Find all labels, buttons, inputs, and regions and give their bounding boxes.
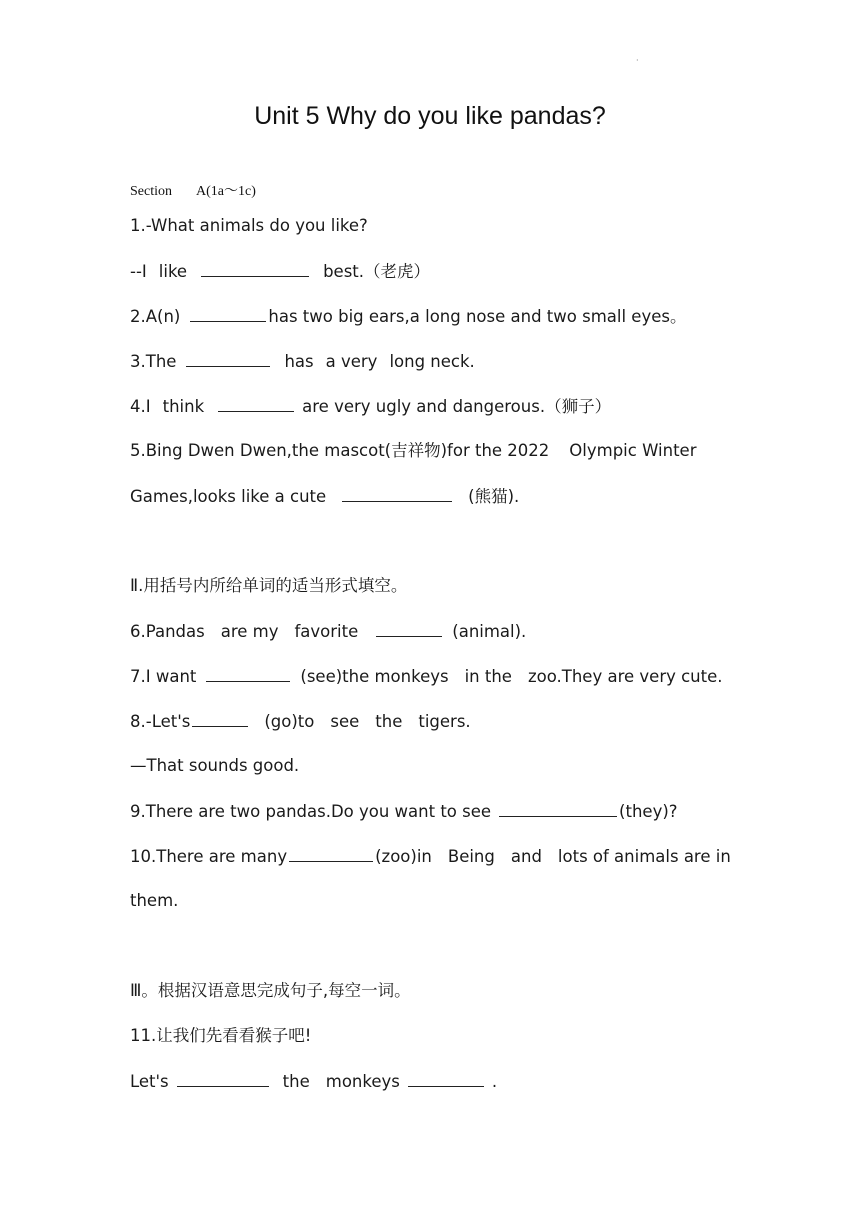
answer-blank[interactable] xyxy=(342,485,452,502)
question-1-answer xyxy=(130,260,430,283)
question-text: 1.-What animals do you like? xyxy=(130,216,368,235)
page-title: Unit 5 Why do you like pandas? xyxy=(254,102,606,130)
section-label xyxy=(130,180,256,200)
section-word: Section xyxy=(130,184,172,199)
question-10-line-2 xyxy=(130,890,178,912)
question-11-answer xyxy=(130,1070,497,1093)
question-9 xyxy=(130,800,678,823)
text: 3.The xyxy=(130,352,177,371)
text: the xyxy=(375,712,403,731)
answer-blank[interactable] xyxy=(376,620,442,637)
text: zoo.They are very cute. xyxy=(527,667,723,686)
text: Ⅲ。根据汉语意思完成句子,每空一词。 xyxy=(130,981,411,1000)
part-3-heading xyxy=(130,980,411,1002)
text: Games,looks like a cute xyxy=(130,487,327,506)
answer-blank[interactable] xyxy=(408,1070,484,1087)
question-3 xyxy=(130,350,475,373)
text: are my xyxy=(220,622,279,641)
text: monkeys xyxy=(325,1072,400,1091)
text: them. xyxy=(130,891,179,910)
answer-blank[interactable] xyxy=(186,350,270,367)
text: the xyxy=(282,1072,310,1091)
question-4 xyxy=(130,395,611,418)
answer-blank[interactable] xyxy=(177,1070,269,1087)
text: lots of animals are in xyxy=(557,847,731,866)
text: think xyxy=(162,397,205,416)
text: (they)? xyxy=(619,802,678,821)
text: 6.Pandas xyxy=(130,622,205,641)
question-5-line-2 xyxy=(130,485,519,508)
text: (go)to xyxy=(264,712,315,731)
text: are very ugly and dangerous.（狮子） xyxy=(302,397,612,416)
question-8-reply xyxy=(130,755,299,777)
text: . xyxy=(491,1072,498,1091)
text: 4.I xyxy=(130,397,151,416)
question-11 xyxy=(130,1025,311,1047)
question-1 xyxy=(130,215,368,237)
text: (animal). xyxy=(452,622,527,641)
answer-blank[interactable] xyxy=(289,845,373,862)
text: —That sounds good. xyxy=(130,756,300,775)
text: best.（老虎） xyxy=(323,262,431,281)
text: Let's xyxy=(130,1072,169,1091)
text: (zoo)in xyxy=(375,847,432,866)
answer-blank[interactable] xyxy=(190,305,266,322)
text: tigers. xyxy=(418,712,471,731)
text: 8.-Let's xyxy=(130,712,191,731)
text: favorite xyxy=(294,622,359,641)
answer-blank[interactable] xyxy=(499,800,617,817)
text: and xyxy=(510,847,542,866)
section-range: A(1a～1c) xyxy=(196,184,256,199)
text: --I xyxy=(130,262,147,281)
answer-blank[interactable] xyxy=(201,260,309,277)
text: (熊猫). xyxy=(468,487,520,506)
text: like xyxy=(158,262,188,281)
part-2-heading xyxy=(130,575,407,597)
text: (see)the monkeys xyxy=(300,667,449,686)
question-6 xyxy=(130,620,526,643)
text: in the xyxy=(464,667,512,686)
question-10 xyxy=(130,845,731,868)
text: 9.There are two pandas.Do you want to see xyxy=(130,802,492,821)
text: Being xyxy=(447,847,495,866)
text: see xyxy=(330,712,360,731)
question-7 xyxy=(130,665,723,688)
text: has xyxy=(284,352,314,371)
text: Ⅱ.用括号内所给单词的适当形式填空。 xyxy=(130,576,408,595)
text: a very xyxy=(325,352,378,371)
text: 11.让我们先看看猴子吧! xyxy=(130,1026,312,1045)
answer-blank[interactable] xyxy=(218,395,294,412)
question-8 xyxy=(130,710,471,733)
answer-blank[interactable] xyxy=(192,710,248,727)
text: 7.I want xyxy=(130,667,197,686)
question-2 xyxy=(130,305,686,328)
answer-blank[interactable] xyxy=(206,665,290,682)
text: 10.There are many xyxy=(130,847,288,866)
page-dot: · xyxy=(636,56,639,65)
text: 5.Bing Dwen Dwen,the mascot(吉祥物)for the 2022 xyxy=(130,441,550,460)
text: Olympic Winter xyxy=(569,441,697,460)
text: has two big ears,a long nose and two small eyes。 xyxy=(268,307,687,326)
text: long neck. xyxy=(389,352,475,371)
text: 2.A(n) xyxy=(130,307,181,326)
question-5 xyxy=(130,440,696,462)
